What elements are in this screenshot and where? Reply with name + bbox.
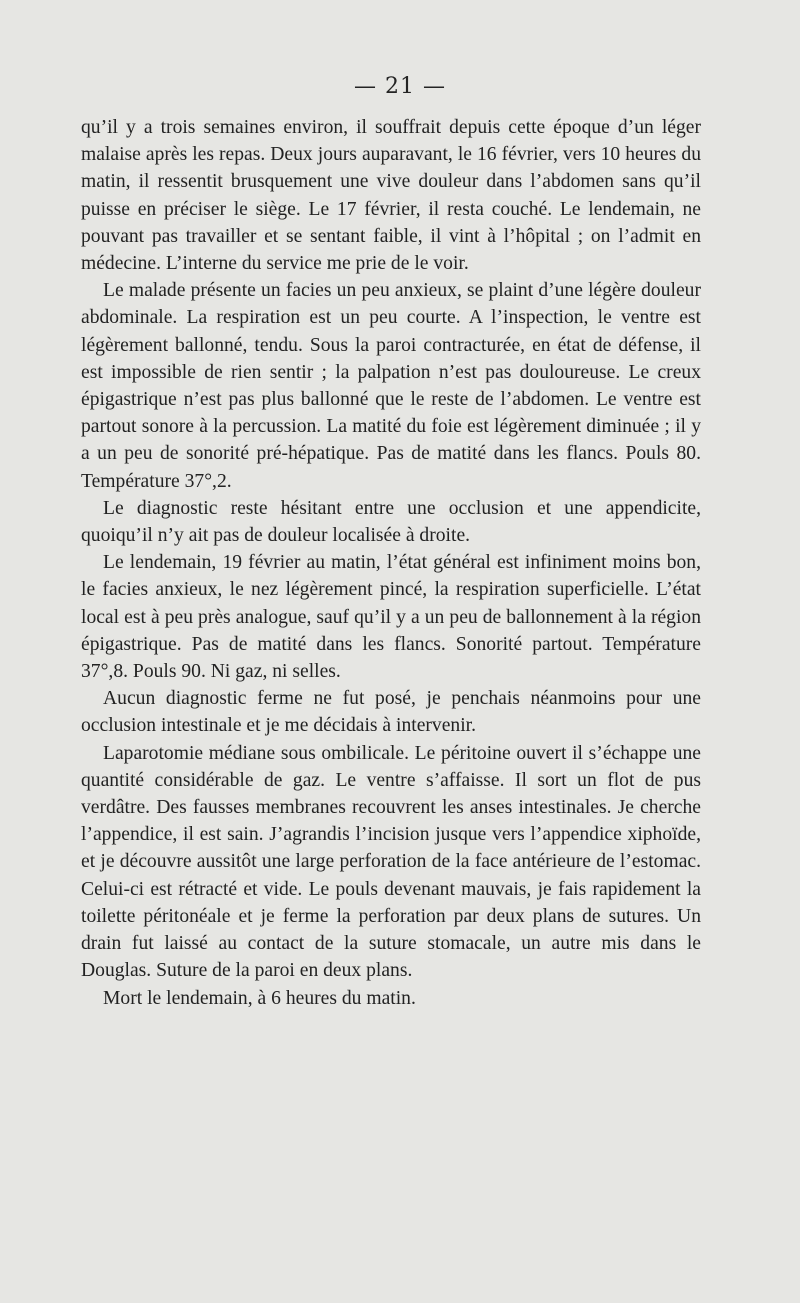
paragraph-continued: qu’il y a trois semaines environ, il souffrait depuis cette époque d’un léger malaise après les repas. Deux jours auparavant, le 16 février, vers 10 heures du matin, il ressentit brusquement une vive douleur dans l’abdomen sans qu’il puisse en préciser le siège. Le 17 février, il resta couché. Le lendemain, ne pouvant pas travailler et se sentant faible, il vint à l’hôpital ; on l’admit en médecine. L’interne du service me prie de le voir. — [81, 117, 701, 275]
paragraph: Laparotomie médiane sous ombilicale. Le péritoine ouvert il s’échappe une quantité considérable de gaz. Le ventre s’affaisse. Il sort un flot de pus verdâtre. Des fausses membranes recouvrent les anses intestinales. Je cherche l’appendice, il est sain. J’agrandis l’incision jusque vers l’appendice xiphoïde, et je découvre aussitôt une large perforation de la face antérieure de l’estomac. Celui-ci est rétracté et vide. Le pouls devenant mauvais, je fais rapidement la toilette péritonéale et je ferme la perforation par deux plans de sutures. Un drain fut laissé au contact de la suture stomacale, un autre mis dans le Douglas. Suture de la paroi en deux plans. — [81, 742, 701, 982]
paragraph: Aucun diagnostic ferme ne fut posé, je penchais néanmoins pour une occlusion intestinale et je me décidais à intervenir. — [81, 688, 701, 737]
paragraph: Mort le lendemain, à 6 heures du matin. — [103, 987, 416, 1009]
paragraph: Le malade présente un facies un peu anxieux, se plaint d’une légère douleur abdominale. La respiration est un peu courte. A l’inspection, le ventre est légèrement ballonné, tendu. Sous la paroi contracturée, en état de défense, il est impossible de rien sentir ; la palpation n’est pas douloureuse. Le creux épigastrique n’est pas plus ballonné que le reste de l’abdomen. Le ventre est partout sonore à la percussion. La matité du foie est légèrement diminuée ; il y a un peu de sonorité pré-hépatique. Pas de matité dans les flancs. Pouls 80. Température 37°,2. — [81, 280, 701, 492]
paragraph: Le diagnostic reste hésitant entre une occlusion et une appendicite, quoiqu’il n’y ait pas de douleur localisée à droite. — [81, 497, 701, 547]
paragraph: Le lendemain, 19 février au matin, l’état général est infiniment moins bon, le facies anxieux, le nez légèrement pincé, la respiration superficielle. L’état local est à peu près analogue, sauf qu’il y a un peu de ballonnement à la région épigastrique. Pas de matité dans les flancs. Sonorité partout. Température 37°,8. Pouls 90. Ni gaz, ni selles. — [81, 552, 701, 683]
body-text — [81, 114, 701, 1012]
page-number: — 21 — — [354, 74, 446, 99]
